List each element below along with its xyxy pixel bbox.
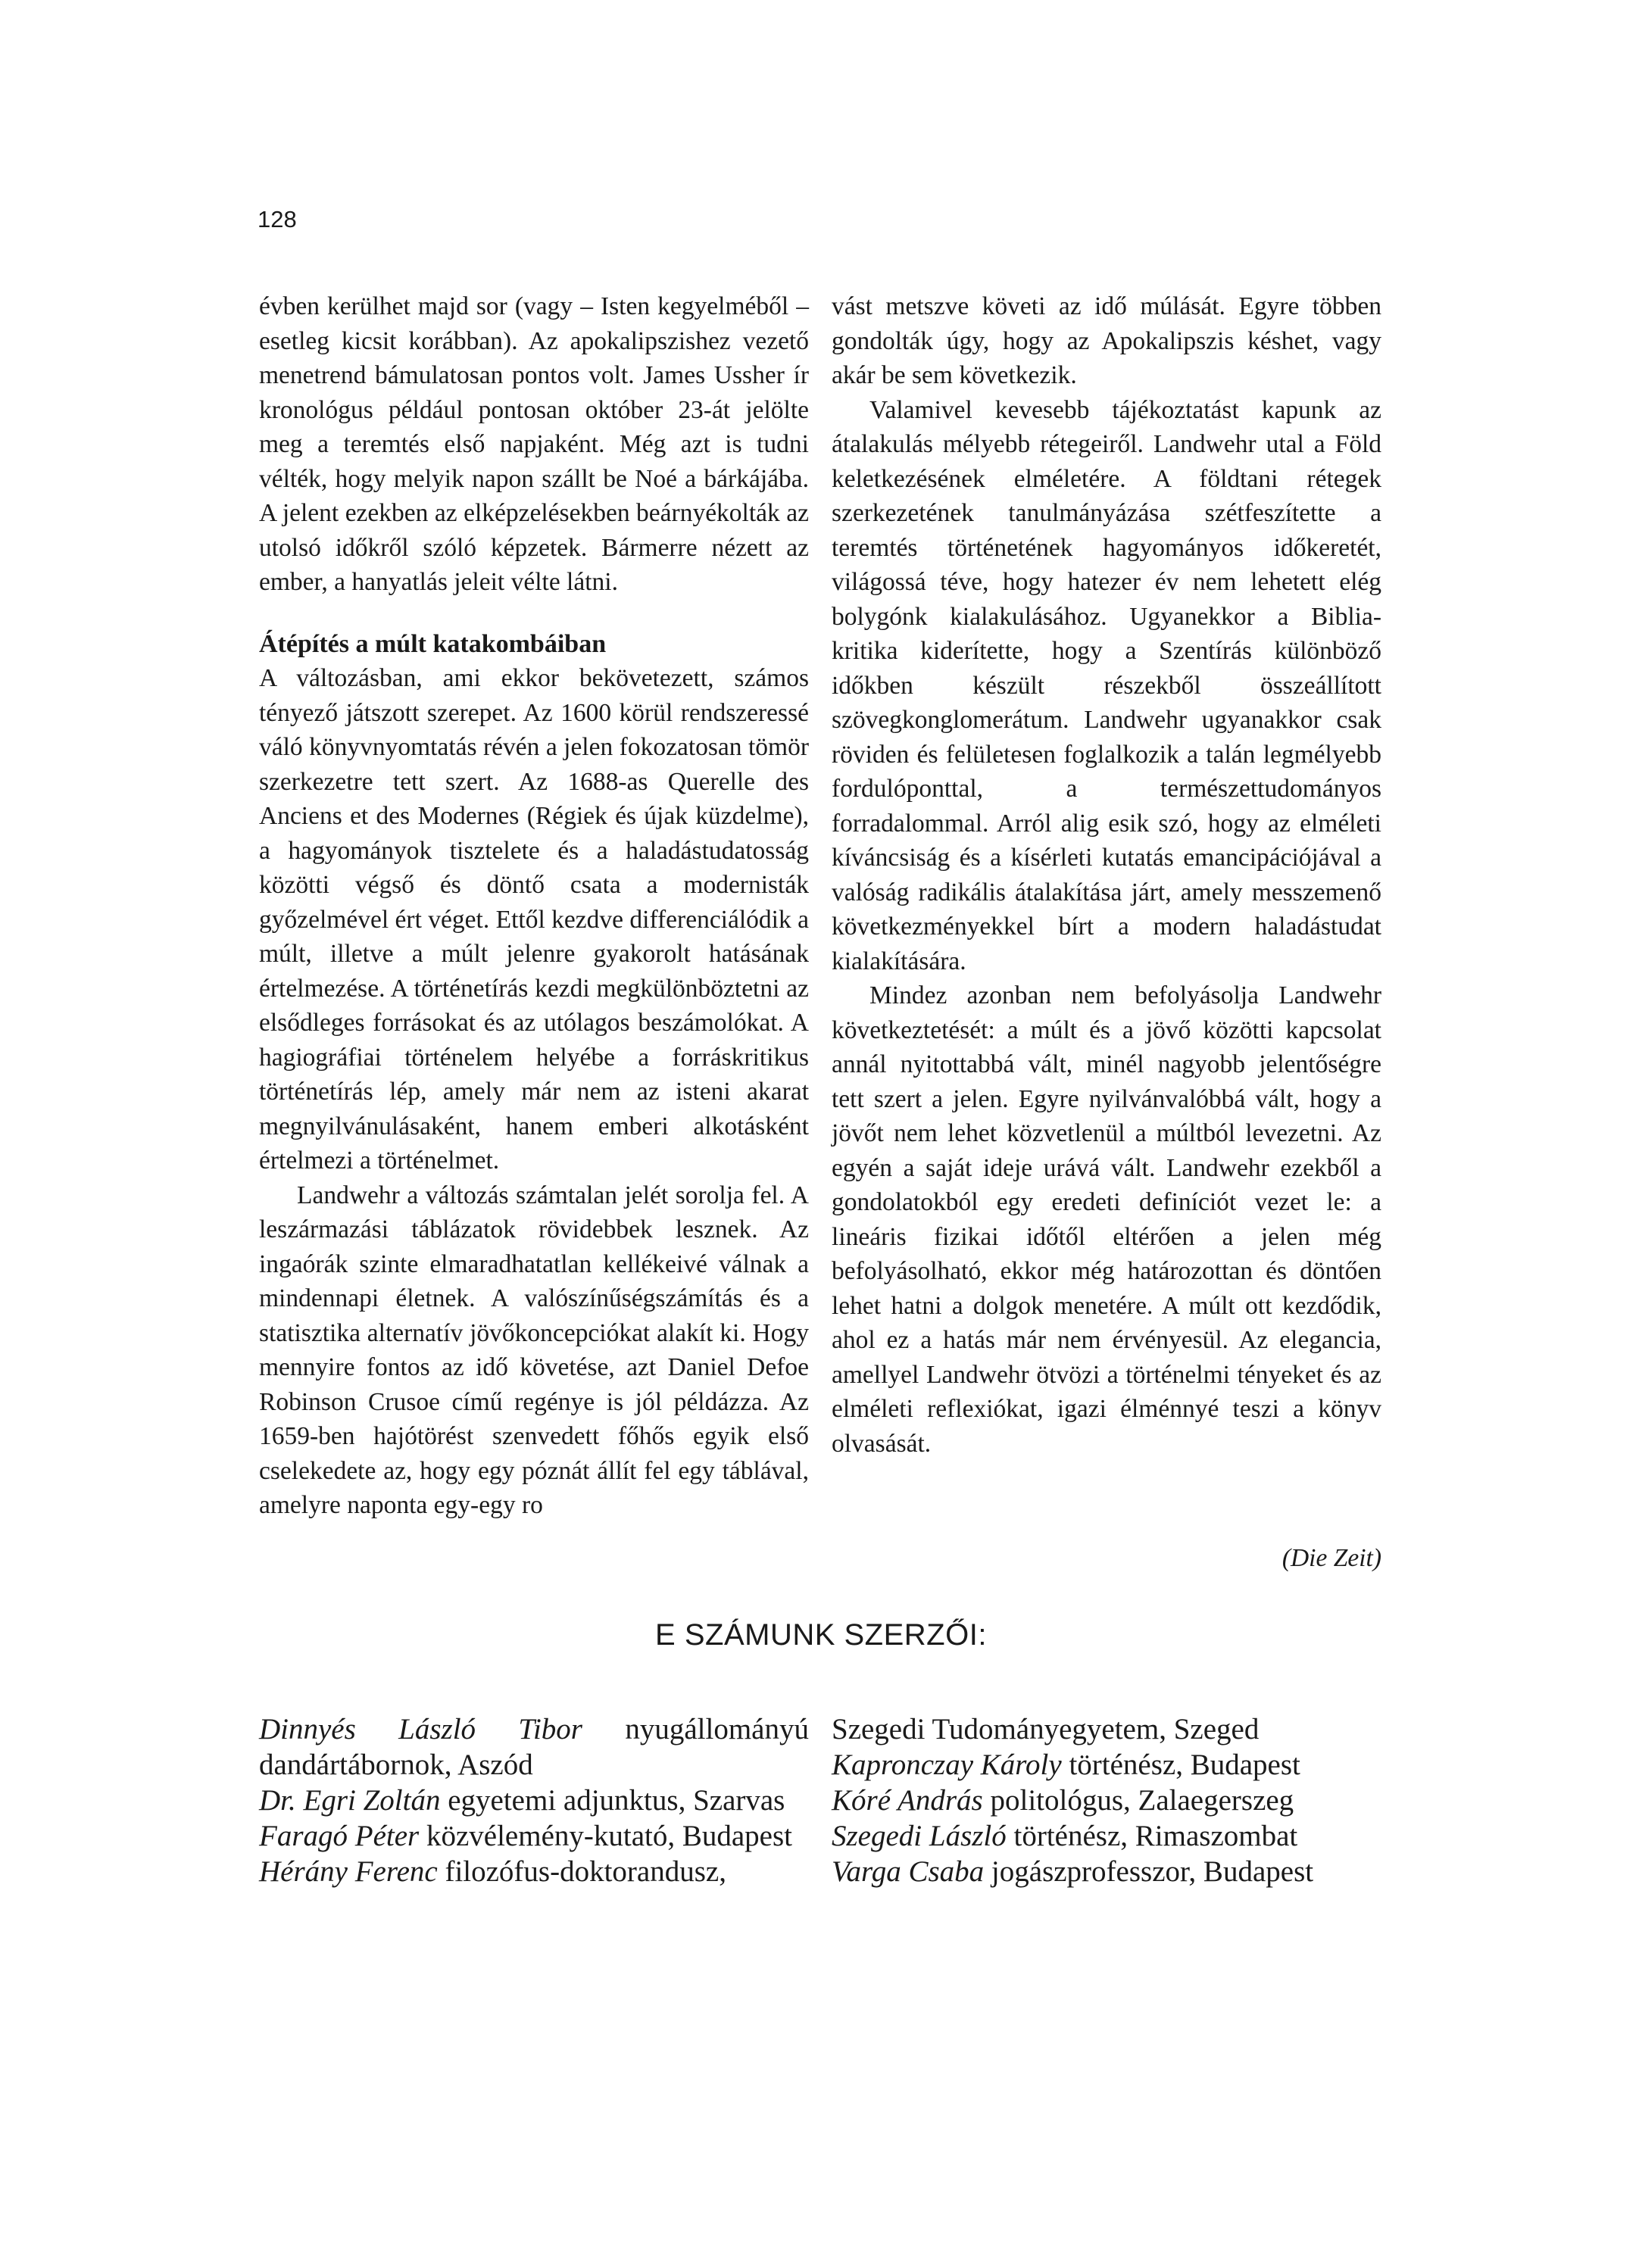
- author-name: Varga Csaba: [832, 1855, 985, 1888]
- author-name: Kóré András: [832, 1784, 983, 1817]
- author-name: Faragó Péter: [259, 1820, 420, 1852]
- author-entry: [259, 1854, 809, 1889]
- author-entry: [832, 1711, 1381, 1747]
- section-heading: Átépítés a múlt katakombáiban: [259, 629, 607, 658]
- paragraph: Landwehr a változás számtalan jelét sorolja fel. A leszármazási táblázatok rövidebbek lesznek. Az ingaórák szinte elmaradhatatlan kellékeivé válnak a mindennapi életnek. A valószínűségszámítás és a statisztika alternatív jövőkoncepciókat alakít ki. Hogy mennyire fontos az idő követése, azt Daniel Defoe Robinson Crusoe című regénye is jól példázza. Az 1659-ben hajótörést szenvedett főhős egyik első cselekedete az, hogy egy póznát állít fel egy táblával, amelyre naponta egy-egy ro: [259, 1181, 809, 1519]
- author-description: politológus, Zalaegerszeg: [982, 1784, 1294, 1817]
- paragraph: évben kerülhet majd sor (vagy – Isten kegyelméből – esetleg kicsit korábban). Az apokalipszishez vezető menetrend bámulatosan pontos volt. James Ussher ír kronológus például pontosan október 23-át jelölte meg a teremtés első napjaként. Még azt is tudni vélték, hogy melyik napon szállt be Noé a bárkájába. A jelent ezekben az elképzelésekben beárnyékolták az utolsó időkről szóló képzetek. Bármerre nézett az ember, a hanyatlás jeleit vélte látni.: [259, 292, 809, 596]
- paragraph: vást metszve követi az idő múlását. Egyre többen gondolták úgy, hogy az Apokalipszis késhet, vagy akár be sem következik.: [832, 292, 1381, 389]
- paragraph: Mindez azonban nem befolyásolja Landwehr következtetését: a múlt és a jövő közötti kapcsolat annál nyitottabbá vált, minél nagyobb jelentőségre tett szert a jelen. Egyre nyilvánvalóbbá vált, hogy a jövőt nem lehet közvetlenül a múltból levezetni. Az egyén a saját ideje urává vált. Landwehr ezekből a gondolatokból egy eredeti definíciót vezet le: a lineáris fizikai időtől eltérően a jelen még befolyásolható, ekkor még határozottan és döntően lehet hatni a dolgok menetére. A múlt ott kezdődik, ahol ez a hatás már nem érvényesül. Az elegancia, amellyel Landwehr ötvözi a történelmi tényeket és az elméleti reflexiókat, igazi élménnyé teszi a könyv olvasását.: [832, 981, 1381, 1458]
- author-description: nyugállományú dandártábornok, Aszód: [259, 1713, 809, 1781]
- author-description: jogászprofesszor, Budapest: [984, 1855, 1314, 1888]
- author-name: Hérány Ferenc: [259, 1855, 438, 1888]
- author-name: Szegedi László: [832, 1820, 1007, 1852]
- source-citation: (Die Zeit): [1281, 1544, 1381, 1572]
- author-entry: [259, 1818, 809, 1854]
- authors-list-left: [259, 1711, 809, 1889]
- author-entry: [259, 1783, 809, 1818]
- author-description: egyetemi adjunktus, Szarvas: [440, 1784, 785, 1817]
- author-entry: [832, 1818, 1381, 1854]
- author-entry: [832, 1747, 1381, 1783]
- authors-section-title: E SZÁMUNK SZERZŐI:: [655, 1618, 987, 1652]
- author-entry: [259, 1711, 809, 1783]
- author-name: Kapronczay Károly: [832, 1749, 1062, 1781]
- article-left-column: [259, 289, 809, 1523]
- page-number: 128: [258, 206, 297, 232]
- author-entry: [832, 1854, 1381, 1889]
- author-entry: [832, 1783, 1381, 1818]
- paragraph: Valamivel kevesebb tájékoztatást kapunk az átalakulás mélyebb rétegeiről. Landwehr utal a Föld keletkezésének elméletére. A földtani rétegek szerkezetének tanulmányázása szétfeszítette a teremtés történetének hagyományos időkeretét, világossá téve, hogy hatezer év nem lehetett elég bolygónk kialakulásához. Ugyanekkor a Biblia-kritika kiderítette, hogy a Szentírás különböző időkben készült részekből összeállított szövegkonglomerátum. Landwehr ugyanakkor csak röviden és felületesen foglalkozik a talán legmélyebb fordulóponttal, a természettudományos forradalommal. Arról alig esik szó, hogy az elméleti kíváncsiság és a kísérleti kutatás emancipációjával a valóság radikális átalakítása járt, amely messzemenő következményekkel bírt a modern haladástudat kialakítására.: [832, 395, 1381, 975]
- article-right-column: [832, 289, 1381, 1461]
- author-description: Szegedi Tudományegyetem, Szeged: [832, 1713, 1260, 1745]
- author-description: közvélemény-kutató, Budapest: [419, 1820, 792, 1852]
- author-name: Dr. Egri Zoltán: [259, 1784, 441, 1817]
- author-name: Dinnyés László Tibor: [259, 1713, 582, 1745]
- author-description: történész, Rimaszombat: [1006, 1820, 1298, 1852]
- author-description: történész, Budapest: [1061, 1749, 1300, 1781]
- author-description: filozófus-doktorandusz,: [437, 1855, 726, 1888]
- paragraph: A változásban, ami ekkor bekövetezett, számos tényező játszott szerepet. Az 1600 körül rendszeressé váló könyvnyomtatás révén a jelen fokozatosan tömör szerkezetre tett szert. Az 1688-as Querelle des Anciens et des Modernes (Régiek és újak küzdelme), a hagyományok tisztelete és a haladástudatosság közötti végső és döntő csata a modernisták győzelmével ért véget. Ettől kezdve differenciálódik a múlt, illetve a múlt jelenre gyakorolt hatásának értelmezése. A történetírás kezdi megkülönböztetni az elsődleges forrásokat és az utólagos beszámolókat. A hagiográfiai történelem helyébe a forráskritikus történetírás lép, amely már nem az isteni akarat megnyilvánulásaként, hanem emberi alkotásként értelmezi a történelmet.: [259, 664, 809, 1175]
- authors-list-right: [832, 1711, 1381, 1889]
